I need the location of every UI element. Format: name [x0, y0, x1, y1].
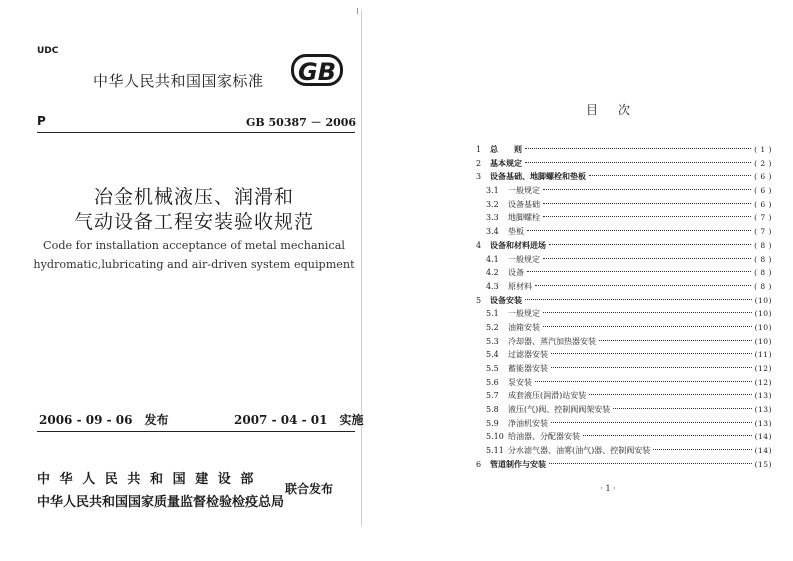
gb-logo	[290, 52, 344, 88]
toc-entry[interactable]	[476, 348, 772, 362]
title-cn-line1: 冶金机械液压、润滑和	[93, 186, 294, 208]
gb-logo-text: GB	[298, 58, 336, 86]
toc-entry-number: 3.3	[486, 213, 499, 223]
toc-entry-label: 总 则	[490, 144, 522, 154]
toc-leader-dots	[525, 162, 751, 163]
toc-leader-dots	[543, 258, 751, 259]
toc-entry-label: 设备基础	[508, 199, 540, 209]
toc-entry-page: (12)	[754, 364, 772, 373]
toc-entry-label: 基本规定	[490, 157, 522, 168]
toc-entry-page: ( 8 )	[754, 254, 772, 264]
toc-entry-number: 4.2	[486, 268, 499, 278]
toc-entry-page: (13)	[754, 418, 772, 428]
toc-entry-page: (14)	[754, 446, 772, 456]
toc-entry-label: 设备安装	[490, 294, 522, 305]
toc-entry-number: 5.8	[486, 405, 499, 415]
toc-entry-label: 分水滤气器、油雾(油气)器、控制阀安装	[508, 446, 651, 456]
issuer-line1: 中华人民共和国建设部	[37, 472, 264, 487]
toc-entry-page: ( 1 )	[754, 145, 772, 154]
toc-entry-page: (15)	[754, 459, 772, 469]
toc-entry-page: (10)	[754, 322, 772, 332]
toc-entry-number: 5.9	[486, 418, 499, 428]
category-letter: P	[37, 114, 46, 128]
toc-page	[436, 8, 780, 526]
toc-entry-number: 5.2	[486, 322, 499, 332]
toc-entry-page: (10)	[754, 309, 772, 319]
toc-entry-page: ( 8 )	[754, 268, 772, 278]
toc-leader-dots	[527, 230, 751, 231]
toc-entry[interactable]	[476, 170, 772, 184]
toc-leader-dots	[543, 312, 752, 313]
toc-entry[interactable]	[476, 417, 772, 431]
toc-leader-dots	[613, 408, 751, 409]
toc-entry-number: 2	[476, 158, 482, 168]
toc-entry-label: 管道制作与安装	[490, 458, 546, 469]
toc-entry-label: 成套液压(润滑)站安装	[508, 391, 587, 401]
toc-entry-label: 净油机安装	[508, 418, 548, 428]
toc-entry-label: 设备基础、地脚螺栓和垫板	[490, 171, 586, 182]
toc-entry[interactable]	[476, 253, 772, 267]
toc-entry-number: 4.1	[486, 254, 499, 264]
toc-entry[interactable]	[476, 294, 772, 308]
toc-entry-label: 设备	[508, 268, 524, 278]
toc-entry[interactable]	[476, 143, 772, 157]
toc-entry-label: 给油器、分配器安装	[508, 432, 580, 442]
toc-entry-label: 一般规定	[508, 309, 540, 319]
toc-leader-dots	[527, 271, 751, 272]
toc-entry-label: 冷却器、蒸汽加热器安装	[508, 336, 596, 346]
toc-leader-dots	[543, 203, 751, 204]
toc-entry-number: 5.10	[486, 432, 504, 442]
cover-page	[27, 10, 362, 526]
toc-entry[interactable]	[476, 430, 772, 444]
toc-entry-page: ( 8 )	[754, 240, 772, 250]
bottom-divider	[37, 431, 355, 432]
toc-leader-dots	[583, 435, 752, 436]
toc-entry-number: 4	[476, 240, 482, 250]
toc-leader-dots	[525, 299, 752, 300]
toc-entry[interactable]	[476, 280, 772, 294]
toc-leader-dots	[551, 422, 752, 423]
toc-entry[interactable]	[476, 157, 772, 171]
toc-entry-label: 垫板	[508, 227, 524, 237]
toc-leader-dots	[535, 381, 752, 382]
toc-entry[interactable]	[476, 198, 772, 212]
toc-entry-label: 一般规定	[508, 186, 540, 196]
toc-entry[interactable]	[476, 321, 772, 335]
toc-entry-number: 5.6	[486, 377, 499, 387]
toc-entry[interactable]	[476, 335, 772, 349]
toc-entry-page: ( 7 )	[754, 227, 772, 237]
toc-entry-number: 5.1	[486, 309, 499, 319]
publish-date: 2006 - 09 - 06 发布	[39, 413, 169, 427]
toc-entry-number: 3	[476, 172, 482, 182]
toc-entry[interactable]	[476, 225, 772, 239]
top-divider	[37, 132, 355, 133]
toc-entry-label: 液压(气)阀、控制阀阀架安装	[508, 405, 611, 415]
toc-leader-dots	[589, 394, 751, 395]
toc-entry-number: 4.3	[486, 281, 499, 291]
page-number: · 1 ·	[600, 484, 616, 493]
toc-entry[interactable]	[476, 184, 772, 198]
toc-entry-page: ( 6 )	[754, 186, 772, 196]
toc-entry-number: 5	[476, 295, 482, 305]
page-edge-mark	[357, 8, 358, 14]
toc-entry-page: ( 6 )	[754, 199, 772, 209]
toc-entry-page: (13)	[754, 405, 772, 415]
standard-name: 中华人民共和国国家标准	[93, 72, 264, 90]
toc-entry-page: ( 8 )	[754, 281, 772, 291]
toc-entry[interactable]	[476, 239, 772, 253]
toc-leader-dots	[589, 175, 751, 176]
toc-leader-dots	[653, 449, 751, 450]
toc-entry-label: 蓄能器安装	[508, 364, 548, 373]
toc-leader-dots	[525, 148, 751, 149]
toc-entry-number: 5.11	[486, 446, 504, 456]
standard-code: GB 50387 － 2006	[246, 116, 357, 129]
toc-entry-page: (14)	[754, 432, 772, 442]
toc-entry-number: 5.7	[486, 391, 499, 401]
toc-leader-dots	[551, 353, 752, 354]
toc-leader-dots	[543, 326, 752, 327]
toc-entry-label: 原材料	[508, 281, 532, 291]
issuer-line2: 中华人民共和国国家质量监督检验检疫总局	[37, 495, 285, 510]
implement-date: 2007 - 04 - 01 实施	[234, 413, 364, 427]
toc-entry[interactable]	[476, 307, 772, 321]
toc-entry[interactable]	[476, 403, 772, 417]
toc-entry-page: (13)	[754, 391, 772, 401]
toc-entry-number: 3.2	[486, 199, 499, 209]
toc-leader-dots	[543, 216, 751, 217]
toc-entry-label: 地脚螺栓	[508, 213, 540, 223]
joint-release: 联合发布	[285, 482, 334, 496]
toc-entry[interactable]	[476, 376, 772, 390]
toc-entry-number: 6	[476, 459, 482, 469]
toc-entry[interactable]	[476, 444, 772, 458]
toc-entry-page: ( 2 )	[754, 158, 772, 168]
toc-entry-label: 设备和材料进场	[490, 239, 546, 250]
toc-title: 目次	[585, 103, 650, 117]
toc-entry[interactable]	[476, 362, 772, 376]
toc-entry-page: (10)	[754, 295, 772, 305]
toc-entry-page: ( 7 )	[754, 213, 772, 223]
toc-leader-dots	[549, 463, 752, 464]
toc-entry-page: (10)	[754, 336, 772, 346]
toc-leader-dots	[551, 367, 752, 368]
toc-entry-number: 3.4	[486, 227, 499, 237]
toc-leader-dots	[599, 340, 752, 341]
toc-entry[interactable]	[476, 458, 772, 472]
toc-entry-page: (12)	[754, 377, 772, 387]
toc-entry-label: 泵安装	[508, 377, 532, 387]
toc-entry-number: 1	[476, 145, 482, 154]
toc-entry-page: (11)	[754, 350, 772, 360]
toc-entry-page: ( 6 )	[754, 172, 772, 182]
toc-entry[interactable]	[476, 211, 772, 225]
toc-leader-dots	[535, 285, 751, 286]
udc-label: UDC	[37, 46, 59, 56]
toc-entry-number: 5.5	[486, 364, 499, 373]
title-en-line2: hydromatic,lubricating and air-driven system equipment	[33, 258, 355, 271]
toc-entry-number: 5.3	[486, 336, 499, 346]
title-en-line1: Code for installation acceptance of metal mechanical	[43, 239, 345, 252]
toc-list	[476, 143, 772, 472]
toc-entry-number: 3.1	[486, 186, 499, 196]
toc-entry[interactable]	[476, 266, 772, 280]
toc-entry[interactable]	[476, 389, 772, 403]
toc-entry-label: 过滤器安装	[508, 350, 548, 360]
toc-leader-dots	[549, 244, 751, 245]
toc-leader-dots	[543, 189, 751, 190]
title-cn-line2: 气动设备工程安装验收规范	[73, 211, 314, 233]
toc-entry-label: 油箱安装	[508, 322, 540, 332]
toc-entry-number: 5.4	[486, 350, 499, 360]
toc-entry-label: 一般规定	[508, 254, 540, 264]
